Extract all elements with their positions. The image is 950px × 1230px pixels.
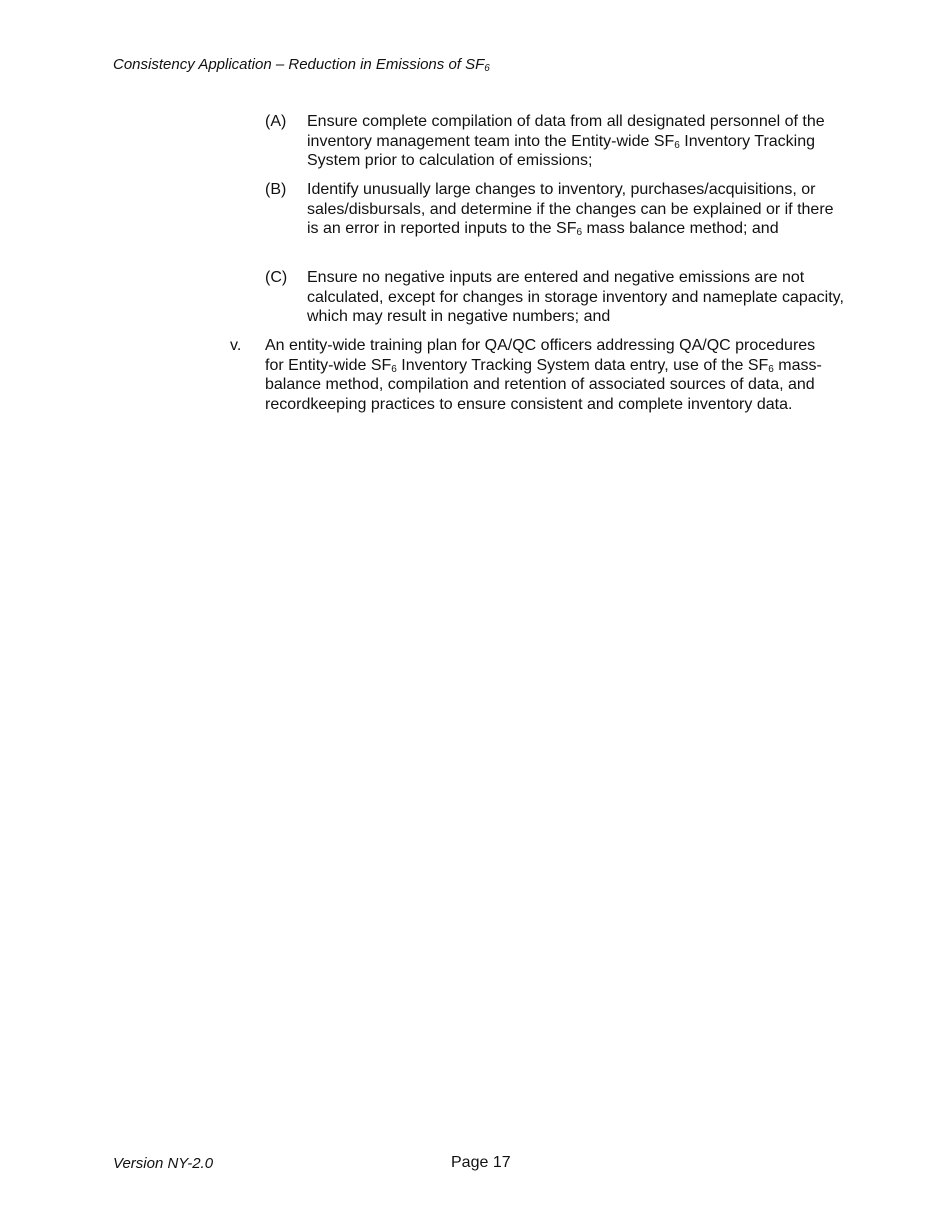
footer-version: Version NY-2.0 — [113, 1155, 214, 1172]
list-marker-a: (A) — [265, 113, 287, 130]
list-item-v-subscript-1: 6 — [391, 363, 397, 375]
list-item-b-part2: mass balance method; and — [582, 220, 779, 237]
header-title-subscript: 6 — [484, 63, 490, 74]
list-item-v-text — [265, 336, 830, 414]
footer-page-number: Page 17 — [451, 1154, 511, 1171]
list-item-v-part1: An entity-wide training plan for QA/QC officers addressing QA/QC procedures for Entity-wide SF — [265, 337, 816, 374]
list-item-a-text — [307, 112, 845, 171]
list-marker-v: v. — [230, 337, 242, 354]
list-item-b-text — [307, 180, 845, 239]
list-marker-b: (B) — [265, 181, 287, 198]
list-item-c-text: Ensure no negative inputs are entered and negative emissions are not calculated, except for changes in storage inventory and nameplate capacity, which may result in negative numbers; and — [307, 269, 844, 325]
list-item-b-subscript: 6 — [576, 227, 583, 238]
list-item-b-part1: Identify unusually large changes to inventory, purchases/acquisitions, or sales/disbursals, and determine if the changes can be explained or if there is an error in reported inputs to the SF — [307, 181, 834, 237]
list-item-a — [265, 112, 845, 171]
list-item-a-part2: Inventory Tracking System prior to calculation of emissions; — [307, 132, 816, 169]
list-item-v-part2: Inventory Tracking System data entry, use of the SF — [396, 356, 769, 374]
list-item-b — [265, 180, 845, 239]
list-item-v-subscript-2: 6 — [768, 363, 774, 375]
header-title: Consistency Application – Reduction in Emissions of SF — [113, 56, 485, 73]
list-item-a-part1: Ensure complete compilation of data from all designated personnel of the inventory management team into the Entity-wide SF — [307, 113, 825, 150]
page-header — [113, 55, 490, 75]
list-marker-c: (C) — [265, 269, 288, 286]
list-item-v-part3: mass-balance method, compilation and retention of associated sources of data, and recordkeeping practices to ensure consistent and complete inventory data. — [265, 356, 822, 413]
list-item-v — [230, 336, 830, 414]
list-item-c — [265, 268, 845, 327]
list-item-a-subscript: 6 — [674, 139, 680, 151]
